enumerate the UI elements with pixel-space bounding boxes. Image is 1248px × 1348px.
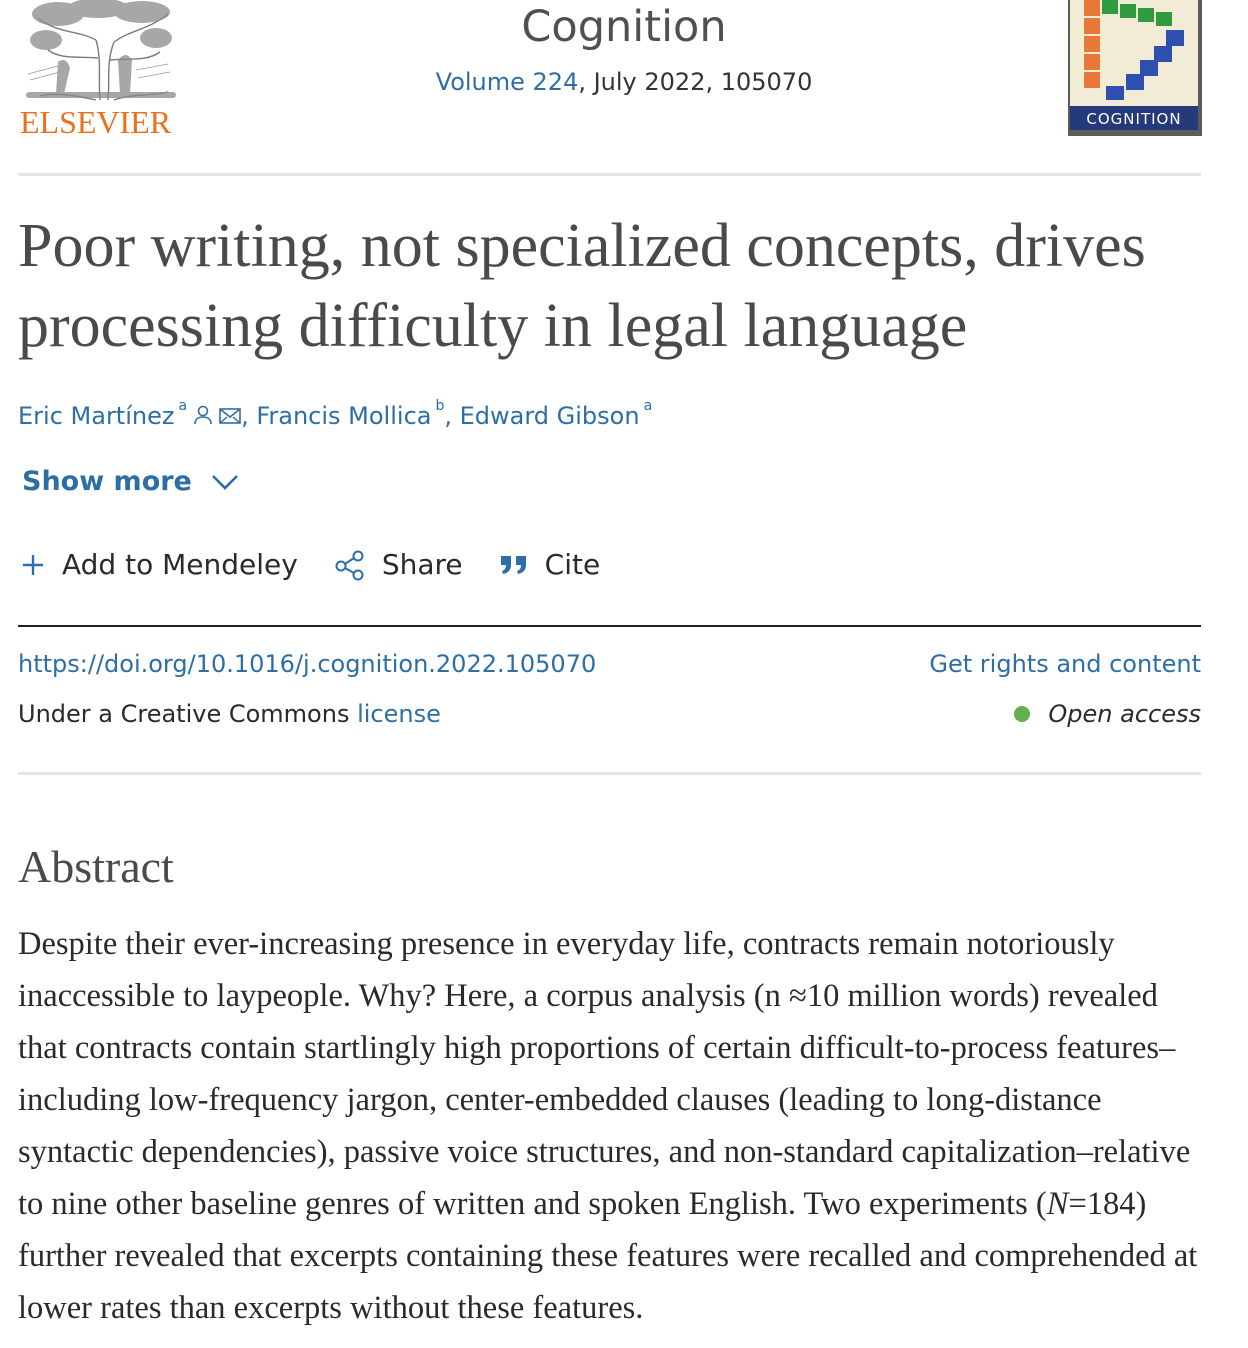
doi-link[interactable]: https://doi.org/10.1016/j.cognition.2022.105070 [18, 650, 597, 678]
chevron-down-icon [210, 473, 240, 491]
add-to-mendeley-button[interactable] [20, 548, 298, 581]
journal-header [0, 0, 1248, 150]
open-access-label: Open access [1048, 700, 1201, 728]
license-info [18, 700, 441, 728]
author-name: Edward Gibson [459, 402, 640, 430]
journal-name-link[interactable] [0, 2, 1248, 52]
cover-label: COGNITION [1086, 110, 1182, 128]
get-rights-link[interactable]: Get rights and content [929, 650, 1201, 678]
volume-link[interactable]: Volume 224 [435, 68, 579, 96]
author-name: Eric Martínez [18, 402, 175, 430]
license-link[interactable]: license [357, 700, 441, 728]
author-list [18, 398, 653, 431]
show-more-label: Show more [22, 466, 192, 497]
cite-label: Cite [544, 548, 601, 581]
open-access-dot-icon [1014, 706, 1030, 722]
author-link-mollica[interactable] [256, 398, 445, 430]
add-to-mendeley-label: Add to Mendeley [62, 548, 298, 581]
share-label: Share [381, 548, 463, 581]
plus-icon [20, 552, 46, 578]
abstract-text-part-2: =184) further revealed that excerpts containing these features were recalled and comprehended at lower rates than excerpts without these features. [18, 1186, 1198, 1326]
issue-date-article-number: , July 2022, 105070 [578, 68, 813, 96]
abstract-heading: Abstract [18, 841, 174, 892]
open-access-badge [1014, 700, 1201, 728]
abstract-text-part-1: Despite their ever-increasing presence in everyday life, contracts remain notoriously inaccessible to laypeople. Why? Here, a corpus analysis (n ≈10 million words) revealed that contracts contain startlingly high proportions of certain difficult-to-process features–including low-frequency jargon, center-embedded clauses (leading to long-distance syntactic dependencies), passive voice structures, and non-standard capitalization–relative to nine other baseline genres of written and spoken English. Two experiments ( [18, 926, 1191, 1222]
article-title: Poor writing, not specialized concepts, drives processing difficulty in legal language [18, 212, 1146, 360]
journal-cover-thumbnail[interactable] [1066, 0, 1204, 138]
meta-divider [18, 772, 1201, 775]
elsevier-wordmark: ELSEVIER [20, 104, 172, 140]
show-more-button[interactable] [22, 466, 240, 497]
author-separator: , [241, 402, 257, 430]
journal-issue-info [0, 68, 1248, 96]
affiliation-marker: b [435, 398, 445, 414]
person-icon [193, 403, 213, 431]
author-name: Francis Mollica [256, 402, 432, 430]
affiliation-marker: a [643, 398, 653, 414]
author-link-gibson[interactable] [459, 398, 653, 430]
share-icon [334, 549, 366, 581]
abstract-text [18, 918, 1208, 1334]
affiliation-marker: a [178, 398, 188, 414]
quote-icon [499, 553, 529, 577]
share-button[interactable] [334, 548, 463, 581]
actions-divider [18, 625, 1201, 627]
article-actions-bar [20, 548, 636, 581]
cite-button[interactable] [499, 548, 601, 581]
license-prefix: Under a Creative Commons [18, 700, 358, 728]
journal-name[interactable]: Cognition [521, 2, 727, 52]
author-separator: , [444, 402, 460, 430]
email-icon[interactable] [219, 403, 241, 431]
abstract-sample-size-symbol: N [1046, 1186, 1069, 1222]
author-link-martinez[interactable] [18, 398, 241, 430]
header-divider [18, 173, 1201, 176]
